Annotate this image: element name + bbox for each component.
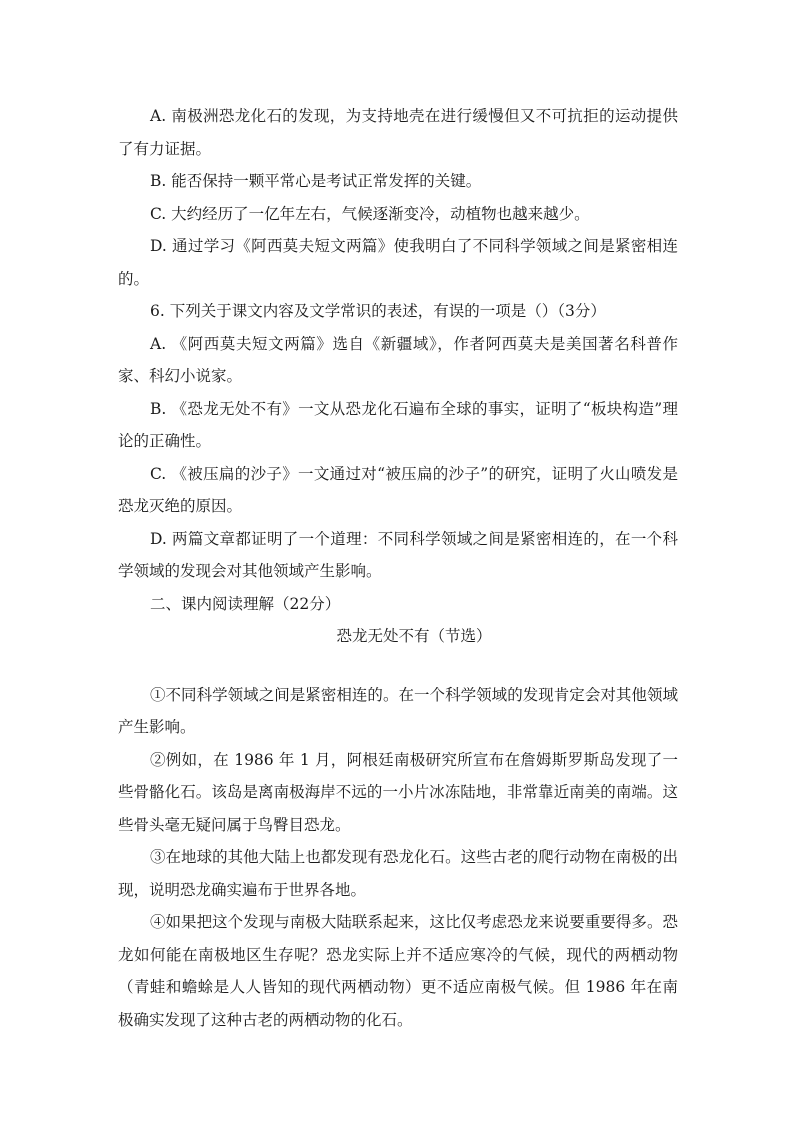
passage-title: 恐龙无处不有（节选） <box>336 627 492 645</box>
passage-paragraph-2: ②例如，在 1986 年 1 月，阿根廷南极研究所宣布在詹姆斯罗斯岛发现了一些骨骼化石。该岛是离南极海岸不远的一小片冰冻陆地，非常靠近南美的南端。这些骨头毫无疑问属于鸟臀目恐龙。 <box>118 750 678 834</box>
q5-option-a: A. 南极洲恐龙化石的发现，为支持地壳在进行缓慢但又不可抗拒的运动提供了有力证据。 <box>118 107 678 158</box>
q6-option-b: B. 《恐龙无处不有》一文从恐龙化石遍布全球的事实，证明了“板块构造”理论的正确性。 <box>118 399 678 450</box>
q5-option-c: C. 大约经历了一亿年左右，气候逐渐变冷，动植物也越来越少。 <box>150 204 590 223</box>
q5-option-d: D. 通过学习《阿西莫夫短文两篇》使我明白了不同科学领域之间是紧密相连的。 <box>118 237 678 288</box>
passage-paragraph-1: ①不同科学领域之间是紧密相连的。在一个科学领域的发现肯定会对其他领域产生影响。 <box>118 685 678 736</box>
q6-option-a: A. 《阿西莫夫短文两篇》选自《新疆域》，作者阿西莫夫是美国著名科普作家、科幻小说家。 <box>118 334 678 385</box>
q6-stem: 6. 下列关于课文内容及文学常识的表述，有误的一项是（）（3分） <box>150 302 606 320</box>
spacer <box>118 653 678 679</box>
passage-paragraph-4: ④如果把这个发现与南极大陆联系起来，这比仅考虑恐龙来说要重要得多。恐龙如何能在南极地区生存呢？恐龙实际上并不适应寒冷的气候，现代的两栖动物（青蛙和蟾蜍是人人皆知的现代两栖动物）更不适应南极气候。但 1986 年在南极确实发现了这种古老的两栖动物的化石。 <box>118 913 678 1029</box>
document-page <box>118 100 678 1036</box>
passage-paragraph-3: ③在地球的其他大陆上也都发现有恐龙化石。这些古老的爬行动物在南极的出现，说明恐龙确实遍布于世界各地。 <box>118 848 678 899</box>
q5-option-b: B. 能否保持一颗平常心是考试正常发挥的关键。 <box>150 172 482 190</box>
q6-option-d: D. 两篇文章都证明了一个道理：不同科学领域之间是紧密相连的，在一个科学领域的发现会对其他领域产生影响。 <box>118 529 678 580</box>
q6-option-c: C. 《被压扁的沙子》一文通过对“被压扁的沙子”的研究，证明了火山喷发是恐龙灭绝的原因。 <box>118 464 678 515</box>
section-heading: 二、课内阅读理解（22分） <box>150 594 341 613</box>
